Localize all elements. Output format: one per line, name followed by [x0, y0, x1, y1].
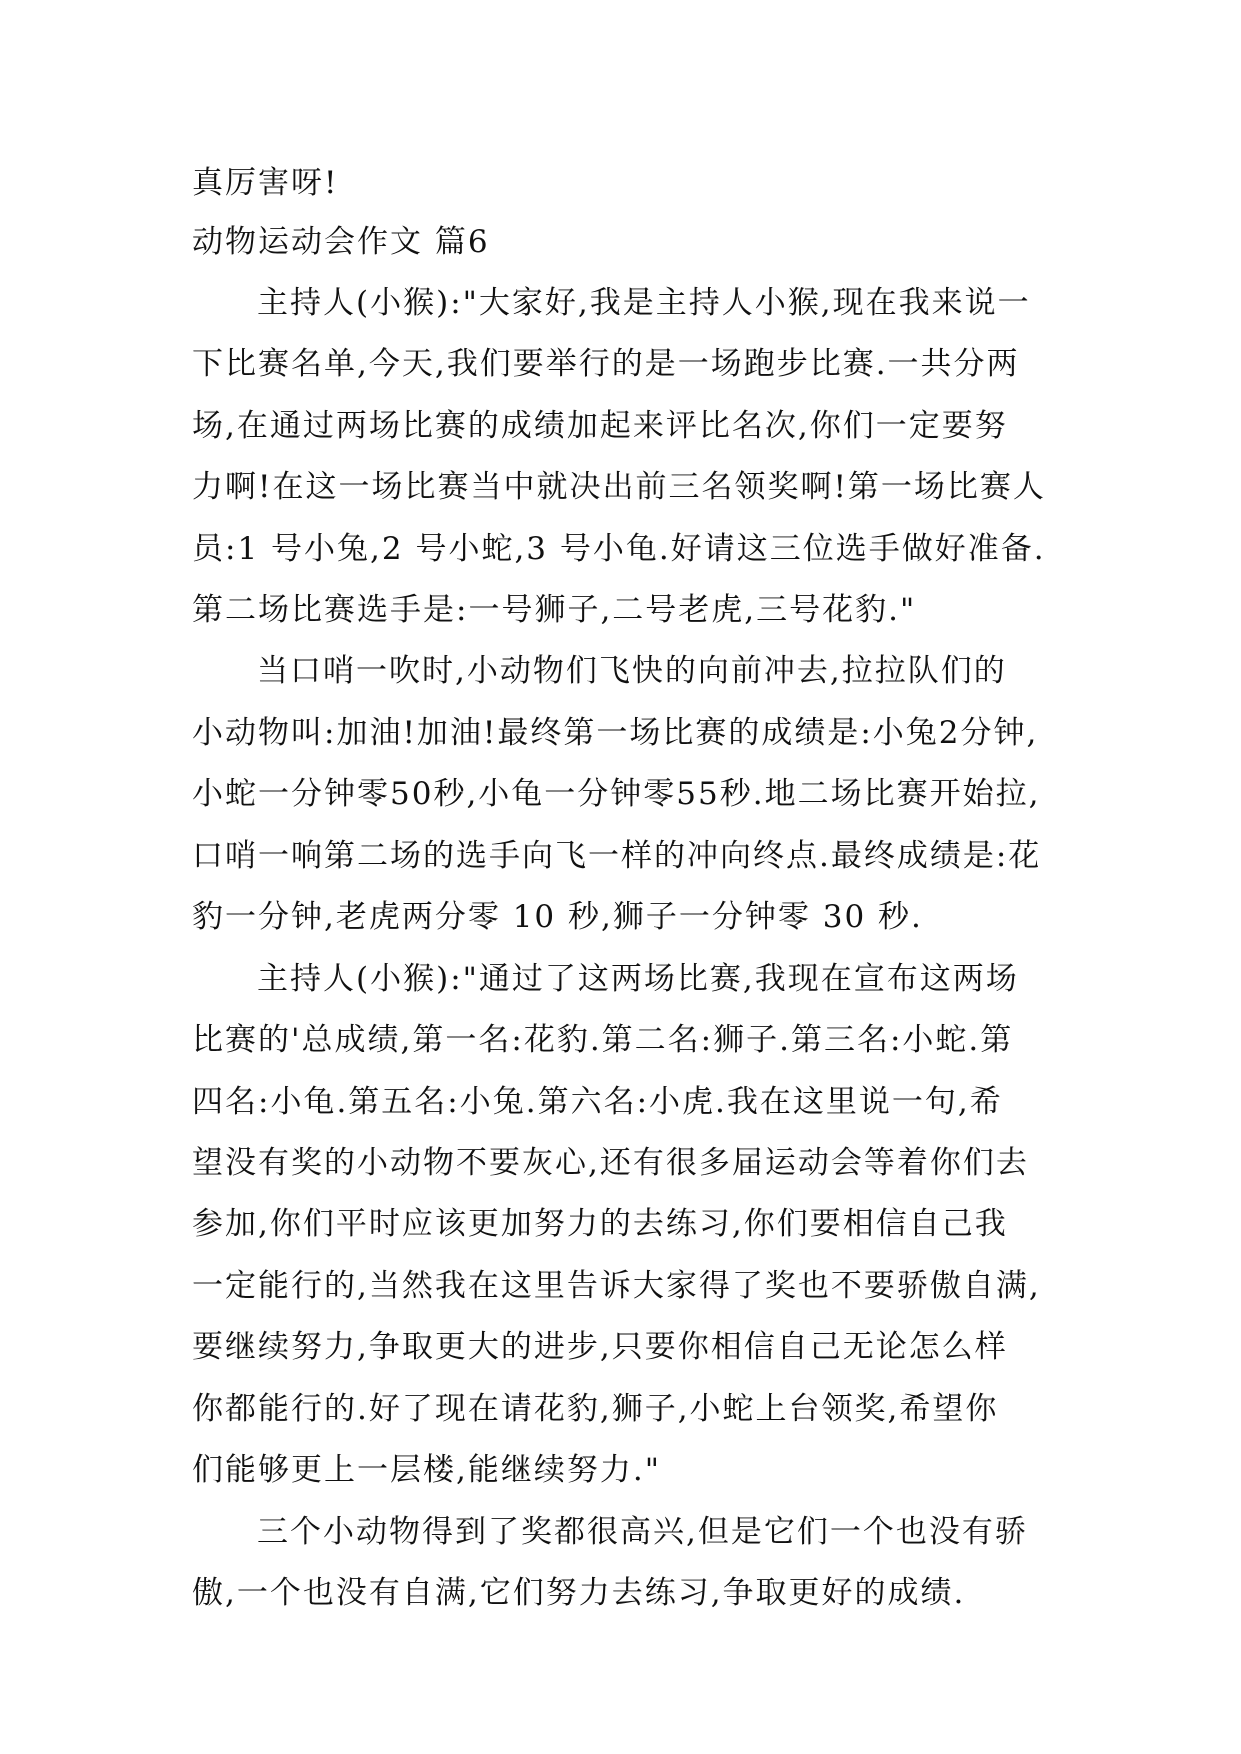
section-heading: 动物运动会作文 篇6: [192, 224, 490, 260]
text-line: 场,在通过两场比赛的成绩加起来评比名次,你们一定要努: [192, 408, 1008, 444]
text-line: 们能够更上一层楼,能继续努力.": [192, 1452, 661, 1488]
text-line: 主持人(小猴):"大家好,我是主持人小猴,现在我来说一: [257, 285, 1031, 321]
text-line: 三个小动物得到了奖都很高兴,但是它们一个也没有骄: [257, 1514, 1028, 1550]
text-line: 参加,你们平时应该更加努力的去练习,你们要相信自己我: [192, 1206, 1008, 1242]
text-line: 豹一分钟,老虎两分零 10 秒,狮子一分钟零 30 秒.: [192, 899, 923, 935]
text-line: 员:1 号小兔,2 号小蛇,3 号小龟.好请这三位选手做好准备.: [192, 531, 1046, 567]
text-line: 比赛的'总成绩,第一名:花豹.第二名:狮子.第三名:小蛇.第: [192, 1022, 1014, 1058]
text-line: 主持人(小猴):"通过了这两场比赛,我现在宣布这两场: [257, 961, 1019, 997]
text-line: 小蛇一分钟零50秒,小龟一分钟零55秒.地二场比赛开始拉,: [192, 776, 1041, 812]
text-line: 力啊!在这一场比赛当中就决出前三名领奖啊!第一场比赛人: [192, 469, 1046, 505]
text-line: 小动物叫:加油!加油!最终第一场比赛的成绩是:小兔2分钟,: [192, 715, 1039, 751]
text-line: 一定能行的,当然我在这里告诉大家得了奖也不要骄傲自满,: [192, 1268, 1041, 1304]
text-line: 下比赛名单,今天,我们要举行的是一场跑步比赛.一共分两: [192, 346, 1020, 382]
text-line: 傲,一个也没有自满,它们努力去练习,争取更好的成绩.: [192, 1575, 966, 1611]
text-line: 第二场比赛选手是:一号狮子,二号老虎,三号花豹.": [192, 592, 917, 628]
text-line: 要继续努力,争取更大的进步,只要你相信自己无论怎么样: [192, 1329, 1008, 1365]
text-line: 四名:小龟.第五名:小兔.第六名:小虎.我在这里说一句,希: [192, 1084, 1003, 1120]
text-line: 真厉害呀!: [192, 165, 339, 201]
text-line: 口哨一响第二场的选手向飞一样的冲向终点.最终成绩是:花: [192, 838, 1042, 874]
text-line: 当口哨一吹时,小动物们飞快的向前冲去,拉拉队们的: [257, 653, 1007, 689]
text-line: 望没有奖的小动物不要灰心,还有很多届运动会等着你们去: [192, 1145, 1029, 1181]
text-line: 你都能行的.好了现在请花豹,狮子,小蛇上台领奖,希望你: [192, 1391, 999, 1427]
